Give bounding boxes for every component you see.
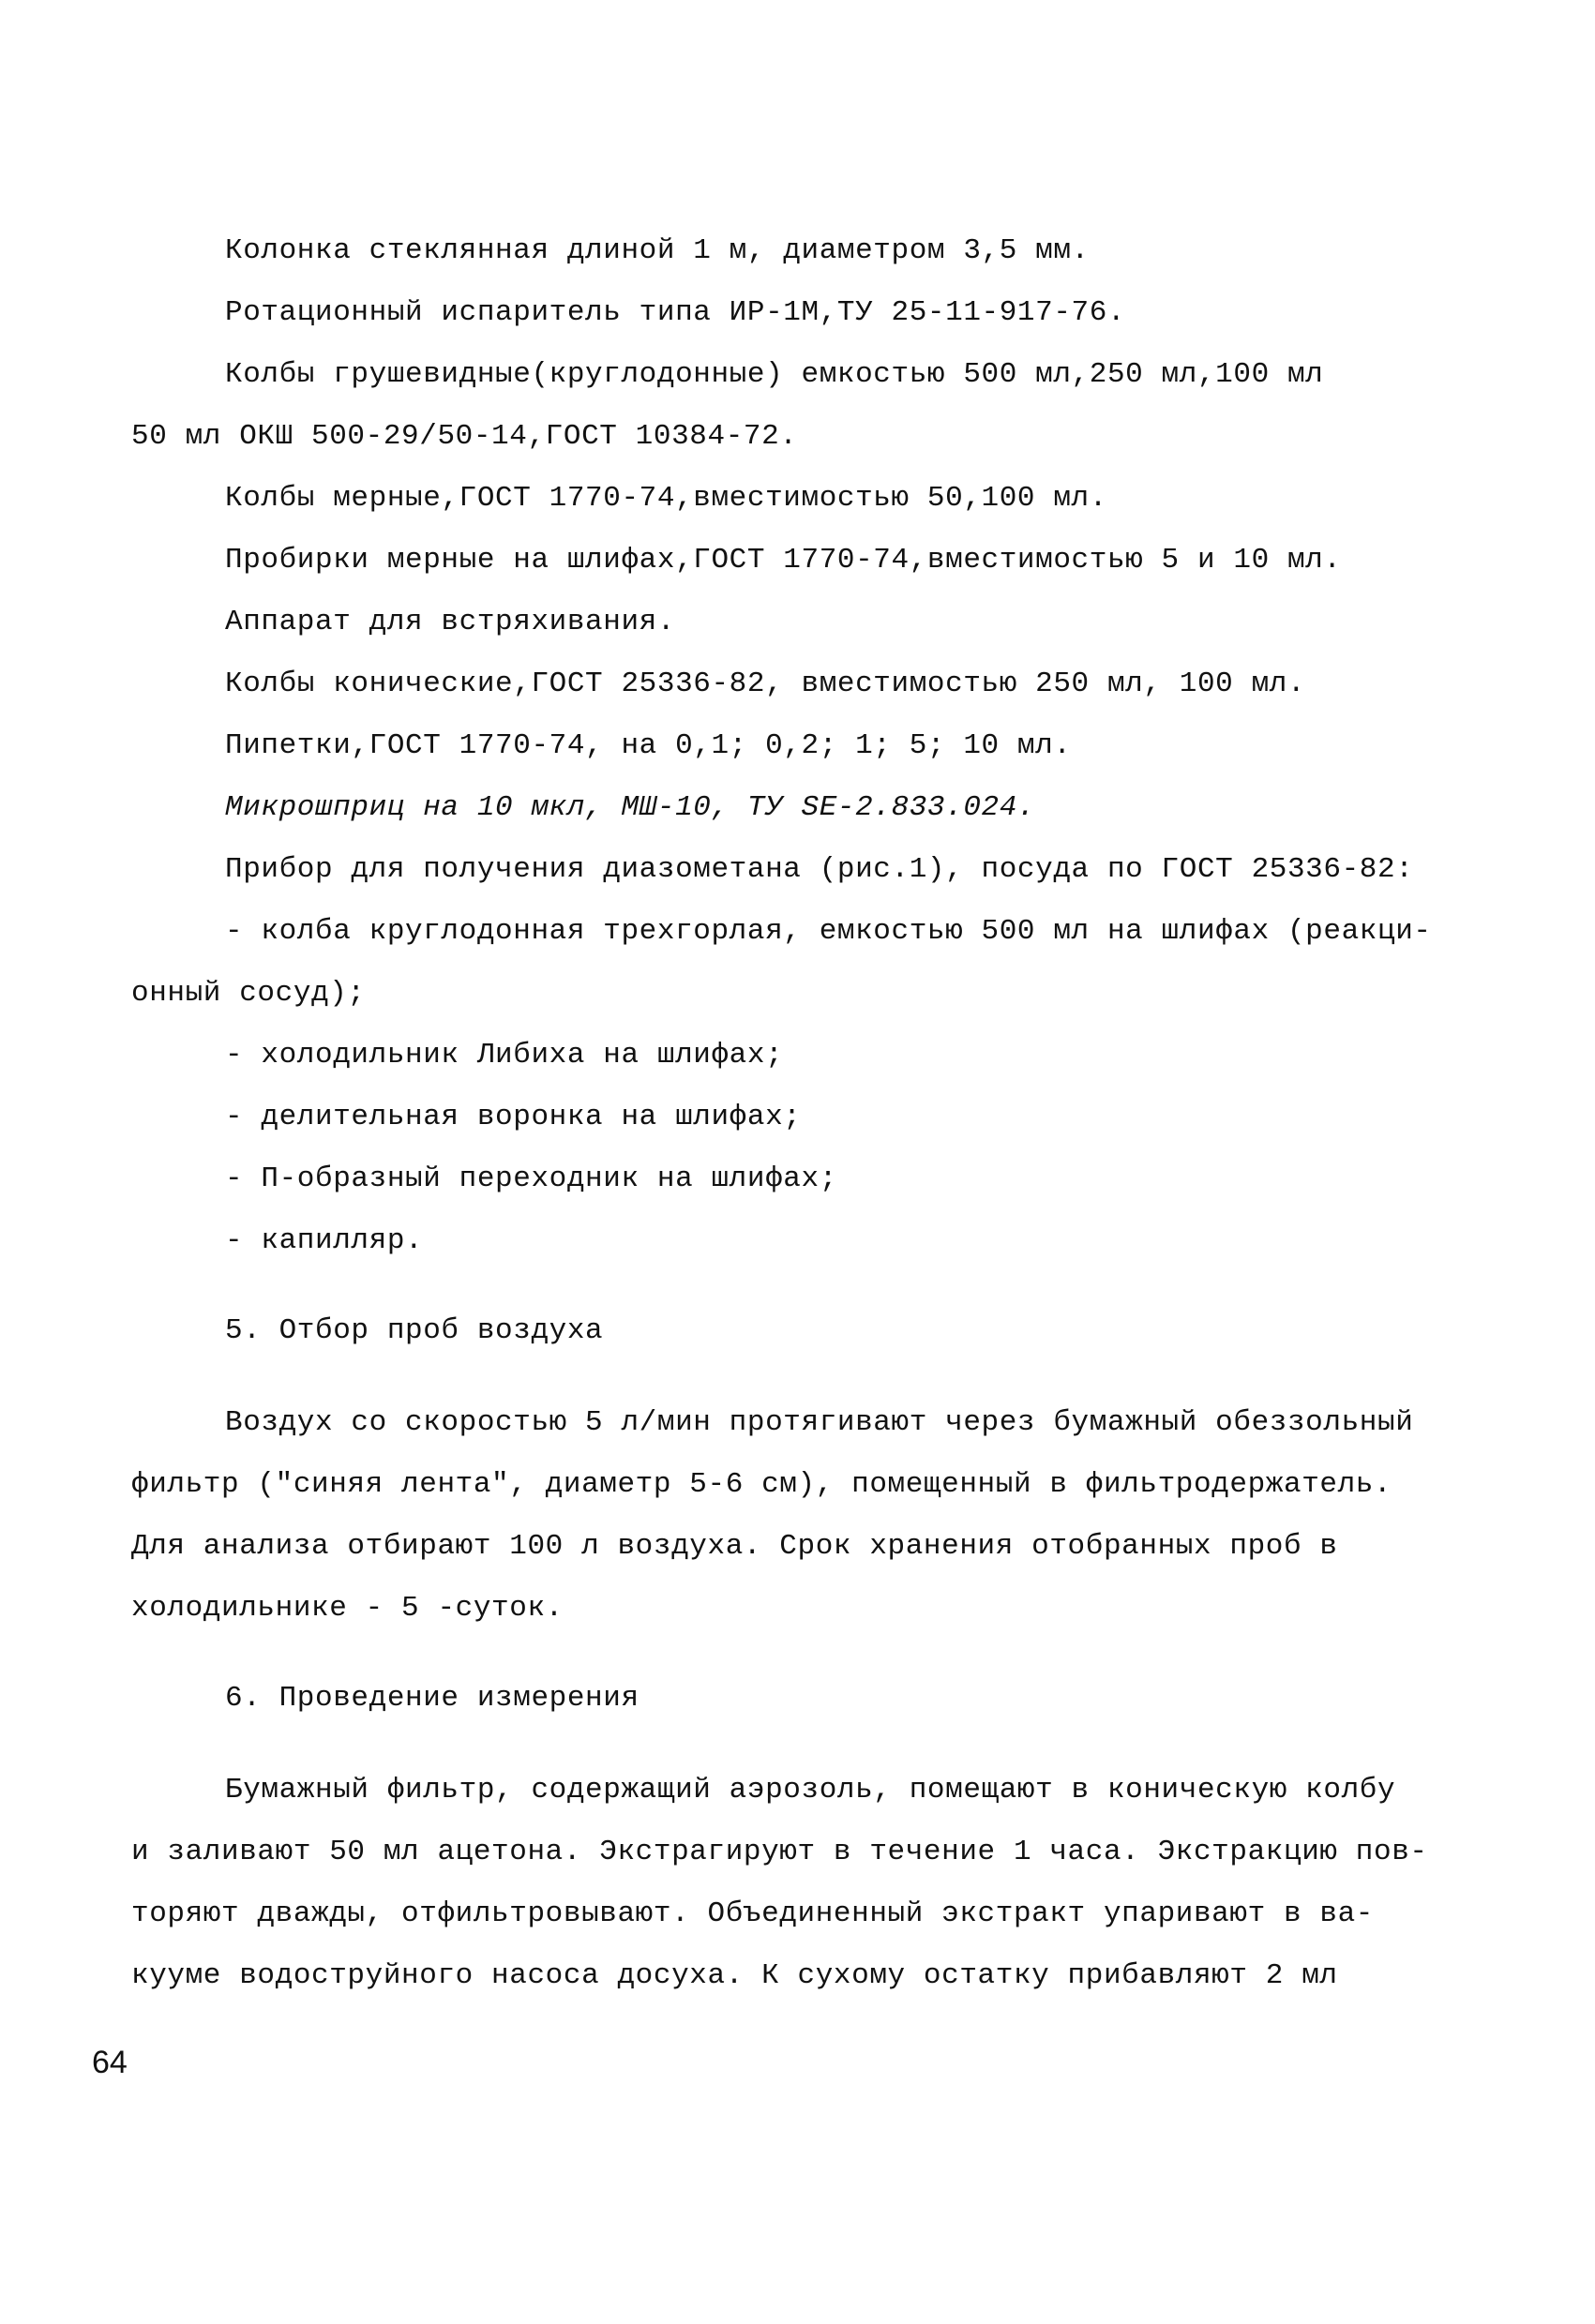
section-6-line-2: и заливают 50 мл ацетона. Экстрагируют в течение 1 часа. Экстракцию пов- <box>131 1836 1428 1868</box>
equipment-line-12: - колба круглодонная трехгорлая, емкостью 500 мл на шлифах (реакци- <box>225 915 1432 948</box>
equipment-line-1: Колонка стеклянная длиной 1 м, диаметром 3,5 мм. <box>225 234 1090 267</box>
page-number: 64 <box>92 2045 128 2080</box>
equipment-line-2: Ротационный испаритель типа ИР-1М,ТУ 25-11-917-76. <box>225 296 1126 329</box>
section-6-title: 6. Проведение измерения <box>225 1682 640 1715</box>
equipment-line-11: Прибор для получения диазометана (рис.1), посуда по ГОСТ 25336-82: <box>225 853 1414 886</box>
equipment-line-6: Пробирки мерные на шлифах,ГОСТ 1770-74,вместимостью 5 и 10 мл. <box>225 544 1342 577</box>
equipment-line-8: Колбы конические,ГОСТ 25336-82, вместимостью 250 мл, 100 мл. <box>225 667 1306 700</box>
section-5-line-4: холодильнике - 5 -суток. <box>131 1592 564 1625</box>
equipment-line-5: Колбы мерные,ГОСТ 1770-74,вместимостью 50,100 мл. <box>225 482 1107 515</box>
equipment-line-9: Пипетки,ГОСТ 1770-74, на 0,1; 0,2; 1; 5; 10 мл. <box>225 729 1072 762</box>
equipment-line-10: Микрошприц на 10 мкл, МШ-10, ТУ SE-2.833.024. <box>225 791 1036 824</box>
section-6-line-4: кууме водоструйного насоса досуха. К сухому остатку прибавляют 2 мл <box>131 1959 1338 1992</box>
section-6-line-3: торяют дважды, отфильтровывают. Объединенный экстракт упаривают в ва- <box>131 1897 1375 1930</box>
equipment-line-13: онный сосуд); <box>131 977 366 1010</box>
section-5-line-3: Для анализа отбирают 100 л воздуха. Срок хранения отобранных проб в <box>131 1530 1338 1563</box>
section-5-title: 5. Отбор проб воздуха <box>225 1314 604 1347</box>
equipment-line-17: - капилляр. <box>225 1224 424 1257</box>
section-6-line-1: Бумажный фильтр, содержащий аэрозоль, помещают в коническую колбу <box>225 1774 1396 1807</box>
equipment-line-4: 50 мл ОКШ 500-29/50-14,ГОСТ 10384-72. <box>131 420 798 453</box>
equipment-line-14: - холодильник Либиха на шлифах; <box>225 1039 784 1072</box>
section-5-line-2: фильтр ("синяя лента", диаметр 5-6 см), помещенный в фильтродержатель. <box>131 1468 1392 1501</box>
section-5-line-1: Воздух со скоростью 5 л/мин протягивают через бумажный обеззольный <box>225 1406 1414 1439</box>
equipment-line-3: Колбы грушевидные(круглодонные) емкостью 500 мл,250 мл,100 мл <box>225 358 1324 391</box>
equipment-line-7: Аппарат для встряхивания. <box>225 606 676 638</box>
equipment-line-16: - П-образный переходник на шлифах; <box>225 1162 837 1195</box>
equipment-line-15: - делительная воронка на шлифах; <box>225 1101 802 1133</box>
